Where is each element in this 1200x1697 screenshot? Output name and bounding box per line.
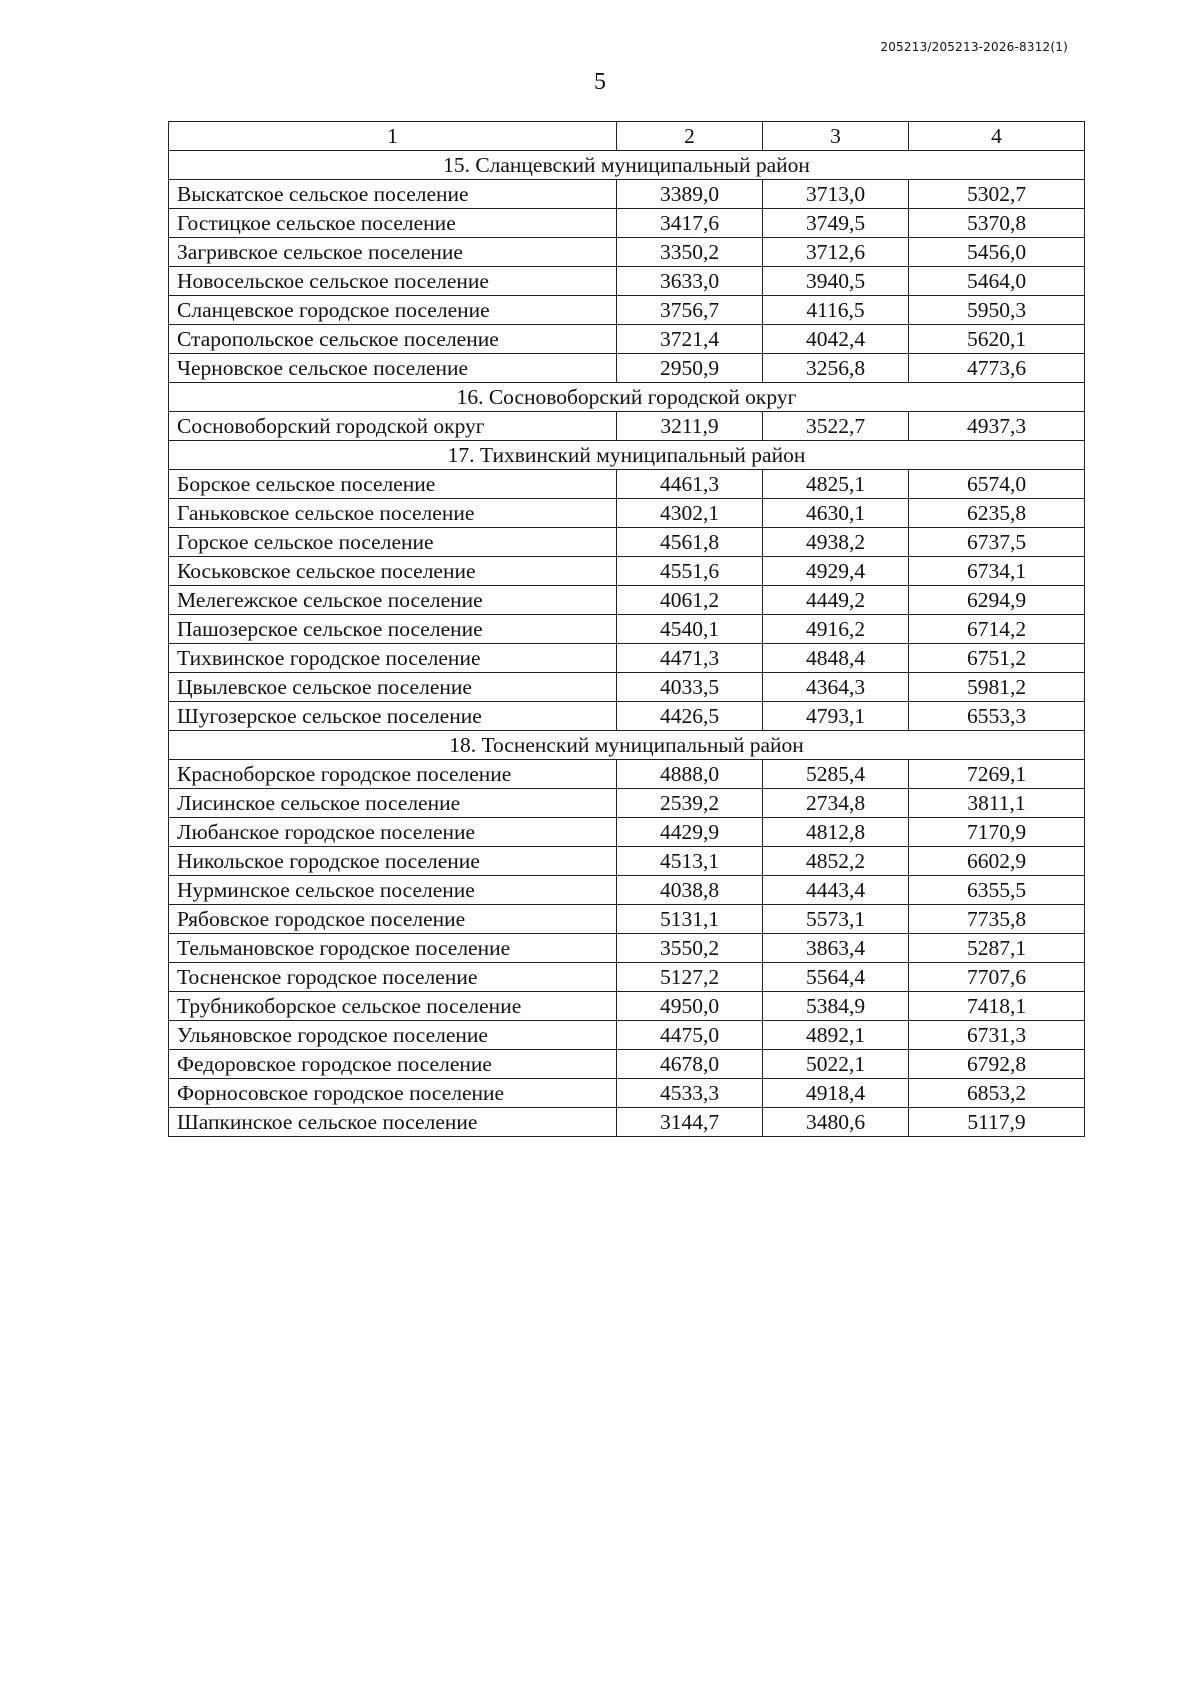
settlement-name-cell: Шапкинское сельское поселение — [169, 1108, 617, 1137]
value-cell-col-2: 4471,3 — [617, 644, 763, 673]
value-cell-col-3: 4918,4 — [763, 1079, 909, 1108]
value-cell-col-3: 3749,5 — [763, 209, 909, 238]
table-row — [169, 238, 1085, 267]
value-cell-col-4: 4937,3 — [909, 412, 1085, 441]
table-row — [169, 1079, 1085, 1108]
settlement-name-cell: Трубникоборское сельское поселение — [169, 992, 617, 1021]
table-row — [169, 789, 1085, 818]
value-cell-col-2: 3550,2 — [617, 934, 763, 963]
value-cell-col-4: 3811,1 — [909, 789, 1085, 818]
value-cell-col-2: 4678,0 — [617, 1050, 763, 1079]
table-row — [169, 818, 1085, 847]
section-row — [169, 383, 1085, 412]
header-cell-2: 2 — [617, 122, 763, 151]
value-cell-col-4: 6602,9 — [909, 847, 1085, 876]
section-title: 16. Сосновоборский городской округ — [169, 383, 1085, 412]
value-cell-col-2: 4950,0 — [617, 992, 763, 1021]
value-cell-col-4: 7418,1 — [909, 992, 1085, 1021]
value-cell-col-3: 5564,4 — [763, 963, 909, 992]
value-cell-col-3: 4116,5 — [763, 296, 909, 325]
value-cell-col-4: 7170,9 — [909, 818, 1085, 847]
value-cell-col-2: 4888,0 — [617, 760, 763, 789]
table-row — [169, 702, 1085, 731]
value-cell-col-4: 5620,1 — [909, 325, 1085, 354]
value-cell-col-3: 4892,1 — [763, 1021, 909, 1050]
settlement-name-cell: Федоровское городское поселение — [169, 1050, 617, 1079]
value-cell-col-4: 7707,6 — [909, 963, 1085, 992]
value-cell-col-3: 5384,9 — [763, 992, 909, 1021]
value-cell-col-4: 5117,9 — [909, 1108, 1085, 1137]
value-cell-col-3: 3256,8 — [763, 354, 909, 383]
value-cell-col-4: 5464,0 — [909, 267, 1085, 296]
table-row — [169, 963, 1085, 992]
value-cell-col-2: 4033,5 — [617, 673, 763, 702]
header-cell-3: 3 — [763, 122, 909, 151]
value-cell-col-4: 6714,2 — [909, 615, 1085, 644]
value-cell-col-3: 3480,6 — [763, 1108, 909, 1137]
value-cell-col-2: 4561,8 — [617, 528, 763, 557]
header-cell-1: 1 — [169, 122, 617, 151]
table-row — [169, 615, 1085, 644]
table-row — [169, 354, 1085, 383]
table-row — [169, 528, 1085, 557]
value-cell-col-2: 4513,1 — [617, 847, 763, 876]
value-cell-col-4: 6294,9 — [909, 586, 1085, 615]
value-cell-col-2: 4061,2 — [617, 586, 763, 615]
value-cell-col-3: 5285,4 — [763, 760, 909, 789]
value-cell-col-4: 5287,1 — [909, 934, 1085, 963]
value-cell-col-3: 3522,7 — [763, 412, 909, 441]
value-cell-col-3: 3713,0 — [763, 180, 909, 209]
table-row — [169, 209, 1085, 238]
table-row — [169, 325, 1085, 354]
value-cell-col-2: 3350,2 — [617, 238, 763, 267]
settlement-name-cell: Сосновоборский городской округ — [169, 412, 617, 441]
value-cell-col-4: 5370,8 — [909, 209, 1085, 238]
value-cell-col-2: 4461,3 — [617, 470, 763, 499]
value-cell-col-4: 6853,2 — [909, 1079, 1085, 1108]
table-row — [169, 499, 1085, 528]
value-cell-col-2: 2950,9 — [617, 354, 763, 383]
value-cell-col-2: 4429,9 — [617, 818, 763, 847]
value-cell-col-3: 4938,2 — [763, 528, 909, 557]
settlement-name-cell: Тельмановское городское поселение — [169, 934, 617, 963]
table-row — [169, 760, 1085, 789]
section-title: 17. Тихвинский муниципальный район — [169, 441, 1085, 470]
header-cell-4: 4 — [909, 122, 1085, 151]
settlement-name-cell: Никольское городское поселение — [169, 847, 617, 876]
value-cell-col-2: 3721,4 — [617, 325, 763, 354]
value-cell-col-2: 4533,3 — [617, 1079, 763, 1108]
value-cell-col-4: 6574,0 — [909, 470, 1085, 499]
value-cell-col-3: 4825,1 — [763, 470, 909, 499]
settlement-name-cell: Нурминское сельское поселение — [169, 876, 617, 905]
value-cell-col-2: 4540,1 — [617, 615, 763, 644]
value-cell-col-4: 6355,5 — [909, 876, 1085, 905]
value-cell-col-2: 3211,9 — [617, 412, 763, 441]
section-row — [169, 441, 1085, 470]
value-cell-col-3: 3863,4 — [763, 934, 909, 963]
value-cell-col-2: 4426,5 — [617, 702, 763, 731]
value-cell-col-3: 4812,8 — [763, 818, 909, 847]
value-cell-col-4: 5456,0 — [909, 238, 1085, 267]
value-cell-col-4: 6731,3 — [909, 1021, 1085, 1050]
table-row — [169, 934, 1085, 963]
settlement-name-cell: Мелегежское сельское поселение — [169, 586, 617, 615]
table-row — [169, 992, 1085, 1021]
table-row — [169, 847, 1085, 876]
table-row — [169, 1021, 1085, 1050]
table-row — [169, 876, 1085, 905]
section-title: 18. Тосненский муниципальный район — [169, 731, 1085, 760]
table-row — [169, 180, 1085, 209]
settlement-name-cell: Шугозерское сельское поселение — [169, 702, 617, 731]
value-cell-col-4: 5981,2 — [909, 673, 1085, 702]
table-row — [169, 296, 1085, 325]
value-cell-col-3: 4443,4 — [763, 876, 909, 905]
document-id: 205213/205213-2026-8312(1) — [880, 40, 1068, 54]
table-row — [169, 905, 1085, 934]
value-cell-col-2: 4302,1 — [617, 499, 763, 528]
section-row — [169, 731, 1085, 760]
value-cell-col-2: 3389,0 — [617, 180, 763, 209]
table-row — [169, 470, 1085, 499]
data-table — [168, 121, 1085, 1137]
header-row — [169, 122, 1085, 151]
value-cell-col-3: 4916,2 — [763, 615, 909, 644]
value-cell-col-3: 3712,6 — [763, 238, 909, 267]
settlement-name-cell: Сланцевское городское поселение — [169, 296, 617, 325]
settlement-name-cell: Ганьковское сельское поселение — [169, 499, 617, 528]
settlement-name-cell: Борское сельское поселение — [169, 470, 617, 499]
value-cell-col-4: 6737,5 — [909, 528, 1085, 557]
value-cell-col-3: 5022,1 — [763, 1050, 909, 1079]
table-body — [169, 122, 1085, 1137]
settlement-name-cell: Ульяновское городское поселение — [169, 1021, 617, 1050]
value-cell-col-3: 4929,4 — [763, 557, 909, 586]
value-cell-col-4: 6734,1 — [909, 557, 1085, 586]
settlement-name-cell: Старопольское сельское поселение — [169, 325, 617, 354]
settlement-name-cell: Цвылевское сельское поселение — [169, 673, 617, 702]
settlement-name-cell: Красноборское городское поселение — [169, 760, 617, 789]
settlement-name-cell: Форносовское городское поселение — [169, 1079, 617, 1108]
table-row — [169, 1050, 1085, 1079]
section-row — [169, 151, 1085, 180]
value-cell-col-3: 3940,5 — [763, 267, 909, 296]
value-cell-col-4: 6751,2 — [909, 644, 1085, 673]
settlement-name-cell: Лисинское сельское поселение — [169, 789, 617, 818]
table-row — [169, 557, 1085, 586]
value-cell-col-2: 3417,6 — [617, 209, 763, 238]
value-cell-col-3: 4852,2 — [763, 847, 909, 876]
table-row — [169, 644, 1085, 673]
value-cell-col-3: 4848,4 — [763, 644, 909, 673]
table-row — [169, 586, 1085, 615]
value-cell-col-4: 5302,7 — [909, 180, 1085, 209]
settlement-name-cell: Коськовское сельское поселение — [169, 557, 617, 586]
settlement-name-cell: Выскатское сельское поселение — [169, 180, 617, 209]
value-cell-col-3: 4630,1 — [763, 499, 909, 528]
value-cell-col-4: 7269,1 — [909, 760, 1085, 789]
value-cell-col-3: 4042,4 — [763, 325, 909, 354]
settlement-name-cell: Новосельское сельское поселение — [169, 267, 617, 296]
value-cell-col-2: 3633,0 — [617, 267, 763, 296]
value-cell-col-3: 4449,2 — [763, 586, 909, 615]
page-number: 5 — [594, 69, 606, 95]
value-cell-col-3: 2734,8 — [763, 789, 909, 818]
settlement-name-cell: Пашозерское сельское поселение — [169, 615, 617, 644]
value-cell-col-2: 4038,8 — [617, 876, 763, 905]
settlement-name-cell: Рябовское городское поселение — [169, 905, 617, 934]
table-row — [169, 673, 1085, 702]
settlement-name-cell: Тихвинское городское поселение — [169, 644, 617, 673]
value-cell-col-3: 4364,3 — [763, 673, 909, 702]
value-cell-col-2: 5131,1 — [617, 905, 763, 934]
section-title: 15. Сланцевский муниципальный район — [169, 151, 1085, 180]
value-cell-col-4: 4773,6 — [909, 354, 1085, 383]
settlement-name-cell: Любанское городское поселение — [169, 818, 617, 847]
value-cell-col-2: 2539,2 — [617, 789, 763, 818]
value-cell-col-4: 6235,8 — [909, 499, 1085, 528]
table-row — [169, 1108, 1085, 1137]
value-cell-col-4: 6792,8 — [909, 1050, 1085, 1079]
table-row — [169, 267, 1085, 296]
value-cell-col-4: 5950,3 — [909, 296, 1085, 325]
value-cell-col-2: 3144,7 — [617, 1108, 763, 1137]
value-cell-col-2: 3756,7 — [617, 296, 763, 325]
settlement-name-cell: Гостицкое сельское поселение — [169, 209, 617, 238]
value-cell-col-4: 7735,8 — [909, 905, 1085, 934]
settlement-name-cell: Загривское сельское поселение — [169, 238, 617, 267]
value-cell-col-2: 4475,0 — [617, 1021, 763, 1050]
table-row — [169, 412, 1085, 441]
settlement-name-cell: Горское сельское поселение — [169, 528, 617, 557]
value-cell-col-2: 5127,2 — [617, 963, 763, 992]
settlement-name-cell: Тосненское городское поселение — [169, 963, 617, 992]
value-cell-col-2: 4551,6 — [617, 557, 763, 586]
value-cell-col-3: 5573,1 — [763, 905, 909, 934]
value-cell-col-3: 4793,1 — [763, 702, 909, 731]
value-cell-col-4: 6553,3 — [909, 702, 1085, 731]
settlement-name-cell: Черновское сельское поселение — [169, 354, 617, 383]
